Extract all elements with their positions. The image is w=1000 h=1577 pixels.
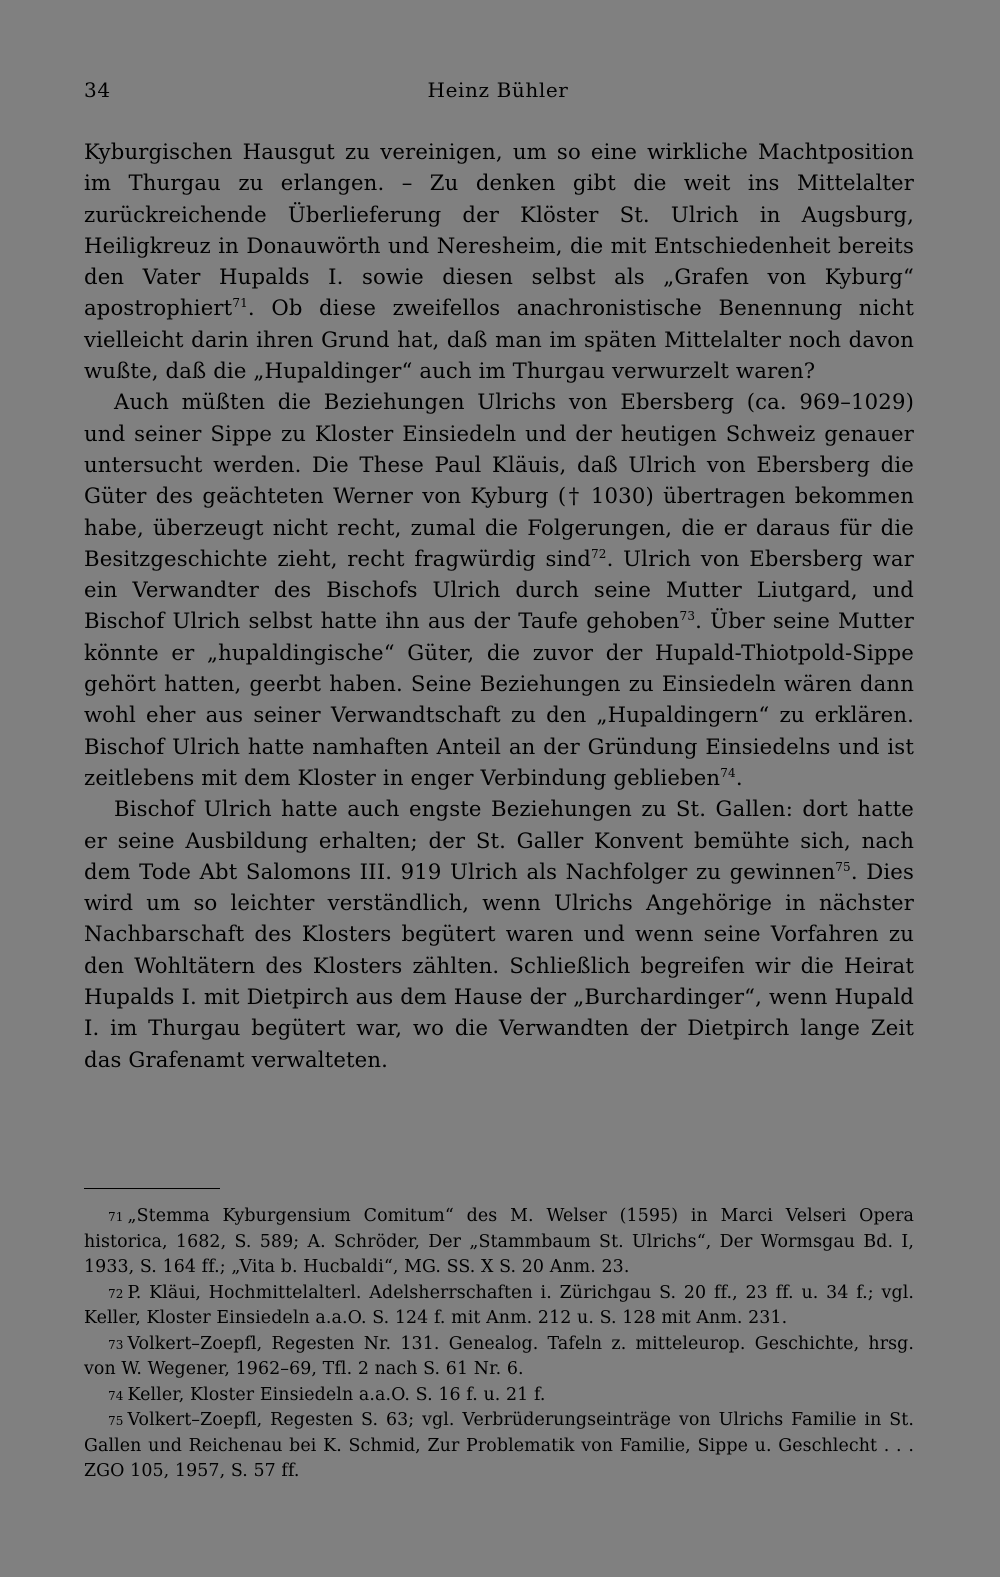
- footnote-number: 75: [108, 1414, 124, 1428]
- footnote: $^{74}$ Keller, Kloster Einsiedeln a.a.O. S. 16 f. u. 21 f.: [108, 1384, 546, 1405]
- footnote-number: 72: [108, 1286, 124, 1301]
- footnote-ref[interactable]: 71: [232, 296, 248, 311]
- footnote: $^{73}$ Volkert–Zoepfl, Regesten Nr. 131. Genealog. Tafeln z. mitteleurop. Geschichte, hrsg. von W. Wegener, 1962–69, Tfl. 2 nach S. 61 Nr. 6.: [84, 1333, 914, 1379]
- footnote-ref[interactable]: 72: [591, 546, 607, 561]
- footnote-number: 73: [108, 1337, 124, 1352]
- paragraph: Kyburgischen Hausgut zu vereinigen, um so eine wirkliche Machtposition im Thurgau zu erlangen. – Zu denken gibt die weit ins Mittelalter zurückreichende Überlieferung der Klöster St. Ulrich in Augsburg, Heiligkreuz in Donauwörth und Neresheim, die mit Entschiedenheit bereits den Vater Hupalds I. sowie diesen selbst als „Grafen von Kyburg“ apostrophiert$^{71}$. Ob diese zweifellos anachronistische Benennung nicht vielleicht darin ihren Grund hat, daß man im späten Mittelalter noch davon wußte, daß die „Hupaldinger“ auch im Thurgau verwurzelt waren?: [84, 139, 914, 384]
- footnote-ref[interactable]: 75: [835, 859, 851, 874]
- footnotes: [84, 1204, 914, 1485]
- body-text: [84, 136, 914, 1075]
- paragraph: Bischof Ulrich hatte auch engste Beziehungen zu St. Gallen: dort hatte er seine Ausbildung erhalten; der St. Galler Konvent bemühte sich, nach dem Tode Abt Salomons III. 919 Ulrich als Nachfolger zu gewinnen$^{75}$. Dies wird um so leichter verständlich, wenn Ulrichs Angehörige in nächster Nachbarschaft des Klosters begütert waren und wenn seine Vorfahren zu den Wohltätern des Klosters zählten. Schließlich begreifen wir die Heirat Hupalds I. mit Dietpirch aus dem Hause der „Burchardinger“, wenn Hupald I. im Thurgau begütert war, wo die Verwandten der Dietpirch lange Zeit das Grafenamt verwalteten.: [84, 796, 915, 1072]
- footnote-ref[interactable]: 73: [679, 609, 696, 624]
- footnote-number: 74: [108, 1388, 124, 1403]
- paragraph: Auch müßten die Beziehungen Ulrichs von Ebersberg (ca. 969–1029) und seiner Sippe zu Kloster Einsiedeln und der heutigen Schweiz genauer untersucht werden. Die These Paul Kläuis, daß Ulrich von Ebersberg die Güter des geächteten Werner von Kyburg († 1030) übertragen bekommen habe, überzeugt nicht recht, zumal die Folgerungen, die er daraus für die Besitzgeschichte zieht, recht fragwürdig sind$^{72}$. Ulrich von Ebersberg war ein Verwandter des Bischofs Ulrich durch seine Mutter Liutgard, und Bischof Ulrich selbst hatte ihn aus der Taufe gehoben$^{73}$. Über seine Mutter könnte er „hupaldingische“ Güter, die zuvor der Hupald-Thiotpold-Sippe gehört hatten, geerbt haben. Seine Beziehungen zu Einsiedeln wären dann wohl eher aus seiner Verwandtschaft zu den „Hupaldingern“ zu erklären. Bischof Ulrich hatte namhaften Anteil an der Gründung Einsiedelns und ist zeitlebens mit dem Kloster in enger Verbindung geblieben$^{74}$.: [84, 389, 914, 790]
- page-header: [84, 78, 912, 108]
- footnote: $^{71}$ „Stemma Kyburgensium Comitum“ des M. Welser (1595) in Marci Velseri Opera historica, 1682, S. 589; A. Schröder, Der „Stammbaum St. Ulrichs“, Der Wormsgau Bd. I, 1933, S. 164 ff.; „Vita b. Hucbaldi“, MG. SS. X S. 20 Anm. 23.: [84, 1206, 914, 1277]
- footnote-ref[interactable]: 74: [720, 765, 736, 780]
- footnote: $^{72}$ P. Kläui, Hochmittelalterl. Adelsherrschaften i. Zürichgau S. 20 ff., 23 ff. u. 34 f.; vgl. Keller, Kloster Einsiedeln a.a.O. S. 124 f. mit Anm. 212 u. S. 128 mit Anm. 231.: [84, 1282, 914, 1328]
- footnote: $^{75}$ Volkert–Zoepfl, Regesten S. 63; vgl. Verbrüderungseinträge von Ulrichs Familie in St. Gallen und Reichenau bei K. Schmid, Zur Problematik von Familie, Sippe u. Geschlecht . . . ZGO 105, 1957, S. 57 ff.: [84, 1410, 914, 1481]
- page-number: 34: [84, 78, 111, 102]
- running-head: Heinz Bühler: [427, 78, 569, 102]
- footnote-separator: [84, 1188, 220, 1189]
- footnote-number: 71: [108, 1210, 124, 1224]
